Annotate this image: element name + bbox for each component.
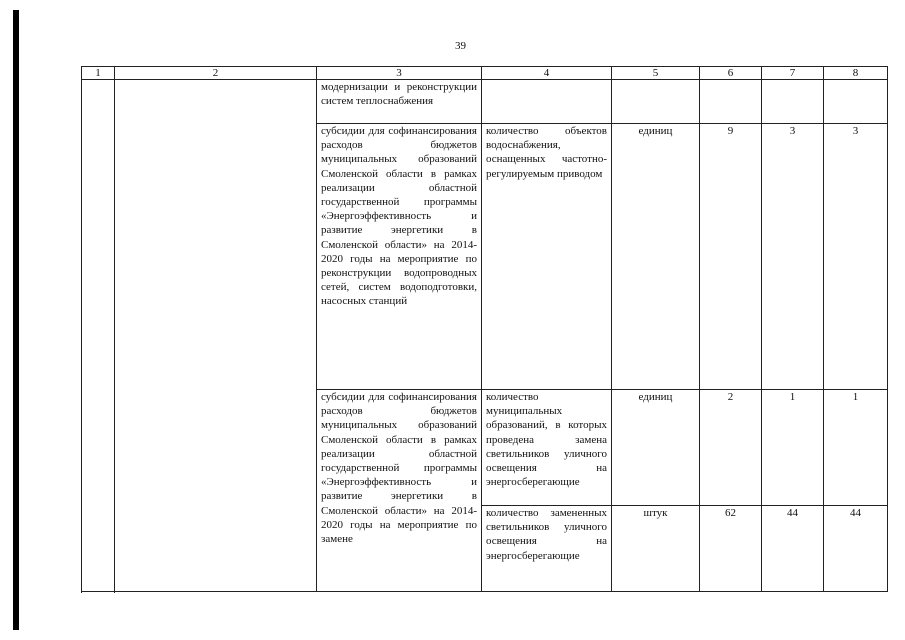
header-col-5: 5 bbox=[612, 67, 700, 80]
cell-value-8: 44 bbox=[824, 506, 888, 592]
header-col-7: 7 bbox=[762, 67, 824, 80]
cell-activity: субсидии для софинансирования расходов бюджетов муниципальных образований Смоленской области в рамках реализации областной государственной программы «Энергоэффективность и развитие энергетики в Смоленской области» на 2014-2020 годы на мероприятие по реконструкции водопроводных сетей, систем водоподготовки, насосных станций bbox=[317, 124, 482, 390]
cell-value-7: 1 bbox=[762, 390, 824, 506]
cell-unit: единиц bbox=[612, 124, 700, 390]
cell-unit: штук bbox=[612, 506, 700, 592]
cell-value-7: 3 bbox=[762, 124, 824, 390]
cell-indicator: количество замененных светильников уличного освещения на энергосберегающие bbox=[482, 506, 612, 592]
cell-col-1 bbox=[82, 80, 115, 592]
cell-value-8: 1 bbox=[824, 390, 888, 506]
cell-value-6: 62 bbox=[700, 506, 762, 592]
cell-value-6: 2 bbox=[700, 390, 762, 506]
cell-unit: единиц bbox=[612, 390, 700, 506]
header-col-3: 3 bbox=[317, 67, 482, 80]
cell-indicator bbox=[482, 80, 612, 124]
cell-value-8 bbox=[824, 80, 888, 124]
table-row bbox=[82, 80, 888, 124]
cell-indicator: количество муниципальных образований, в которых проведена замена светильников уличного освещения на энергосберегающие bbox=[482, 390, 612, 506]
header-col-2: 2 bbox=[115, 67, 317, 80]
header-col-4: 4 bbox=[482, 67, 612, 80]
left-margin-bar bbox=[13, 10, 19, 630]
cell-value-6 bbox=[700, 80, 762, 124]
cell-value-7: 44 bbox=[762, 506, 824, 592]
cell-indicator: количество объектов водоснабжения, оснащенных частотно-регулируемым приводом bbox=[482, 124, 612, 390]
cell-value-7 bbox=[762, 80, 824, 124]
header-col-6: 6 bbox=[700, 67, 762, 80]
cell-unit bbox=[612, 80, 700, 124]
indicator-table bbox=[81, 66, 888, 592]
cell-activity: субсидии для софинансирования расходов бюджетов муниципальных образований Смоленской области в рамках реализации областной государственной программы «Энергоэффективность и развитие энергетики в Смоленской области» на 2014-2020 годы на мероприятие по замене bbox=[317, 390, 482, 592]
header-col-1: 1 bbox=[82, 67, 115, 80]
cell-activity: модернизации и реконструкции систем теплоснабжения bbox=[317, 80, 482, 124]
cell-value-8: 3 bbox=[824, 124, 888, 390]
cell-value-6: 9 bbox=[700, 124, 762, 390]
cell-col-2 bbox=[115, 80, 317, 592]
page-number: 39 bbox=[455, 40, 466, 52]
header-row bbox=[82, 67, 888, 80]
header-col-8: 8 bbox=[824, 67, 888, 80]
